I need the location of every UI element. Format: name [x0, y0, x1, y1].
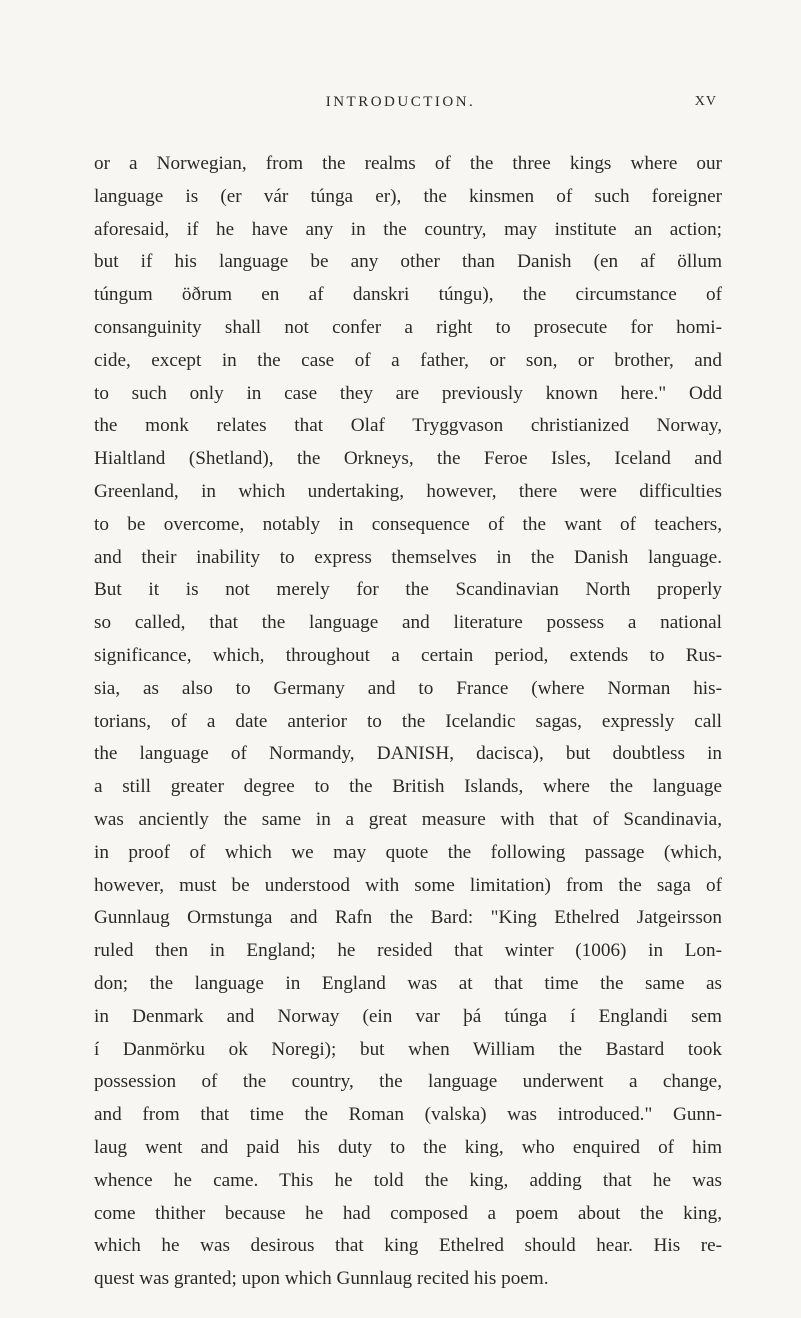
text-line: come thither because he had composed a poem about the king,	[94, 1202, 722, 1224]
text-line: consanguinity shall not confer a right to prosecute for homi-	[94, 316, 722, 338]
text-line: in Denmark and Norway (ein var þá túnga í Englandi sem	[94, 1005, 722, 1027]
text-line: túngum öðrum en af danskri túngu), the circumstance of	[94, 284, 722, 306]
text-line: Greenland, in which undertaking, however, there were difficulties	[94, 480, 722, 502]
text-line: or a Norwegian, from the realms of the three kings where our	[94, 153, 722, 174]
text-line: in proof of which we may quote the following passage (which,	[94, 841, 722, 863]
text-line: aforesaid, if he have any in the country, may institute an action;	[94, 218, 722, 240]
text-line: the language of Normandy, DANISH, dacisca), but doubtless in	[94, 743, 722, 765]
text-line: was anciently the same in a great measure with that of Scandinavia,	[94, 808, 722, 830]
text-line: to such only in case they are previously known here." Odd	[94, 382, 722, 404]
running-title: INTRODUCTION.	[325, 94, 476, 110]
text-line: and from that time the Roman (valska) was introduced." Gunn-	[94, 1104, 722, 1126]
text-line: but if his language be any other than Danish (en af öllum	[94, 251, 722, 273]
text-line: í Danmörku ok Noregi); but when William the Bastard took	[94, 1038, 722, 1060]
text-line: however, must be understood with some limitation) from the saga of	[94, 874, 722, 896]
text-line: cide, except in the case of a father, or son, or brother, and	[94, 349, 722, 371]
text-line: don; the language in England was at that time the same as	[94, 972, 722, 994]
text-line: and their inability to express themselves in the Danish language.	[94, 546, 722, 568]
text-line: laug went and paid his duty to the king, who enquired of him	[94, 1136, 722, 1158]
text-line: Gunnlaug Ormstunga and Rafn the Bard: "King Ethelred Jatgeirsson	[94, 907, 722, 929]
text-line: ruled then in England; he resided that winter (1006) in Lon-	[94, 940, 722, 962]
body-text	[94, 148, 722, 1296]
text-line: possession of the country, the language underwent a change,	[94, 1071, 722, 1093]
text-line: torians, of a date anterior to the Icelandic sagas, expressly call	[94, 710, 722, 732]
text-line: which he was desirous that king Ethelred should hear. His re-	[94, 1235, 722, 1257]
text-line: quest was granted; upon which Gunnlaug recited his poem.	[94, 1268, 549, 1290]
running-head	[0, 90, 801, 114]
text-line: so called, that the language and literature possess a national	[94, 612, 722, 634]
text-line: language is (er vár túnga er), the kinsmen of such foreigner	[94, 185, 722, 207]
text-line: to be overcome, notably in consequence of the want of teachers,	[94, 513, 722, 535]
text-line: But it is not merely for the Scandinavian North properly	[94, 579, 722, 601]
text-line: sia, as also to Germany and to France (where Norman his-	[94, 677, 722, 699]
text-line: whence he came. This he told the king, adding that he was	[94, 1169, 722, 1191]
text-line: significance, which, throughout a certain period, extends to Rus-	[94, 644, 722, 666]
text-line: a still greater degree to the British Islands, where the language	[94, 776, 722, 798]
text-line: Hialtland (Shetland), the Orkneys, the Feroe Isles, Iceland and	[94, 448, 722, 470]
text-line: the monk relates that Olaf Tryggvason christianized Norway,	[94, 415, 722, 437]
page-number: XV	[694, 94, 717, 109]
